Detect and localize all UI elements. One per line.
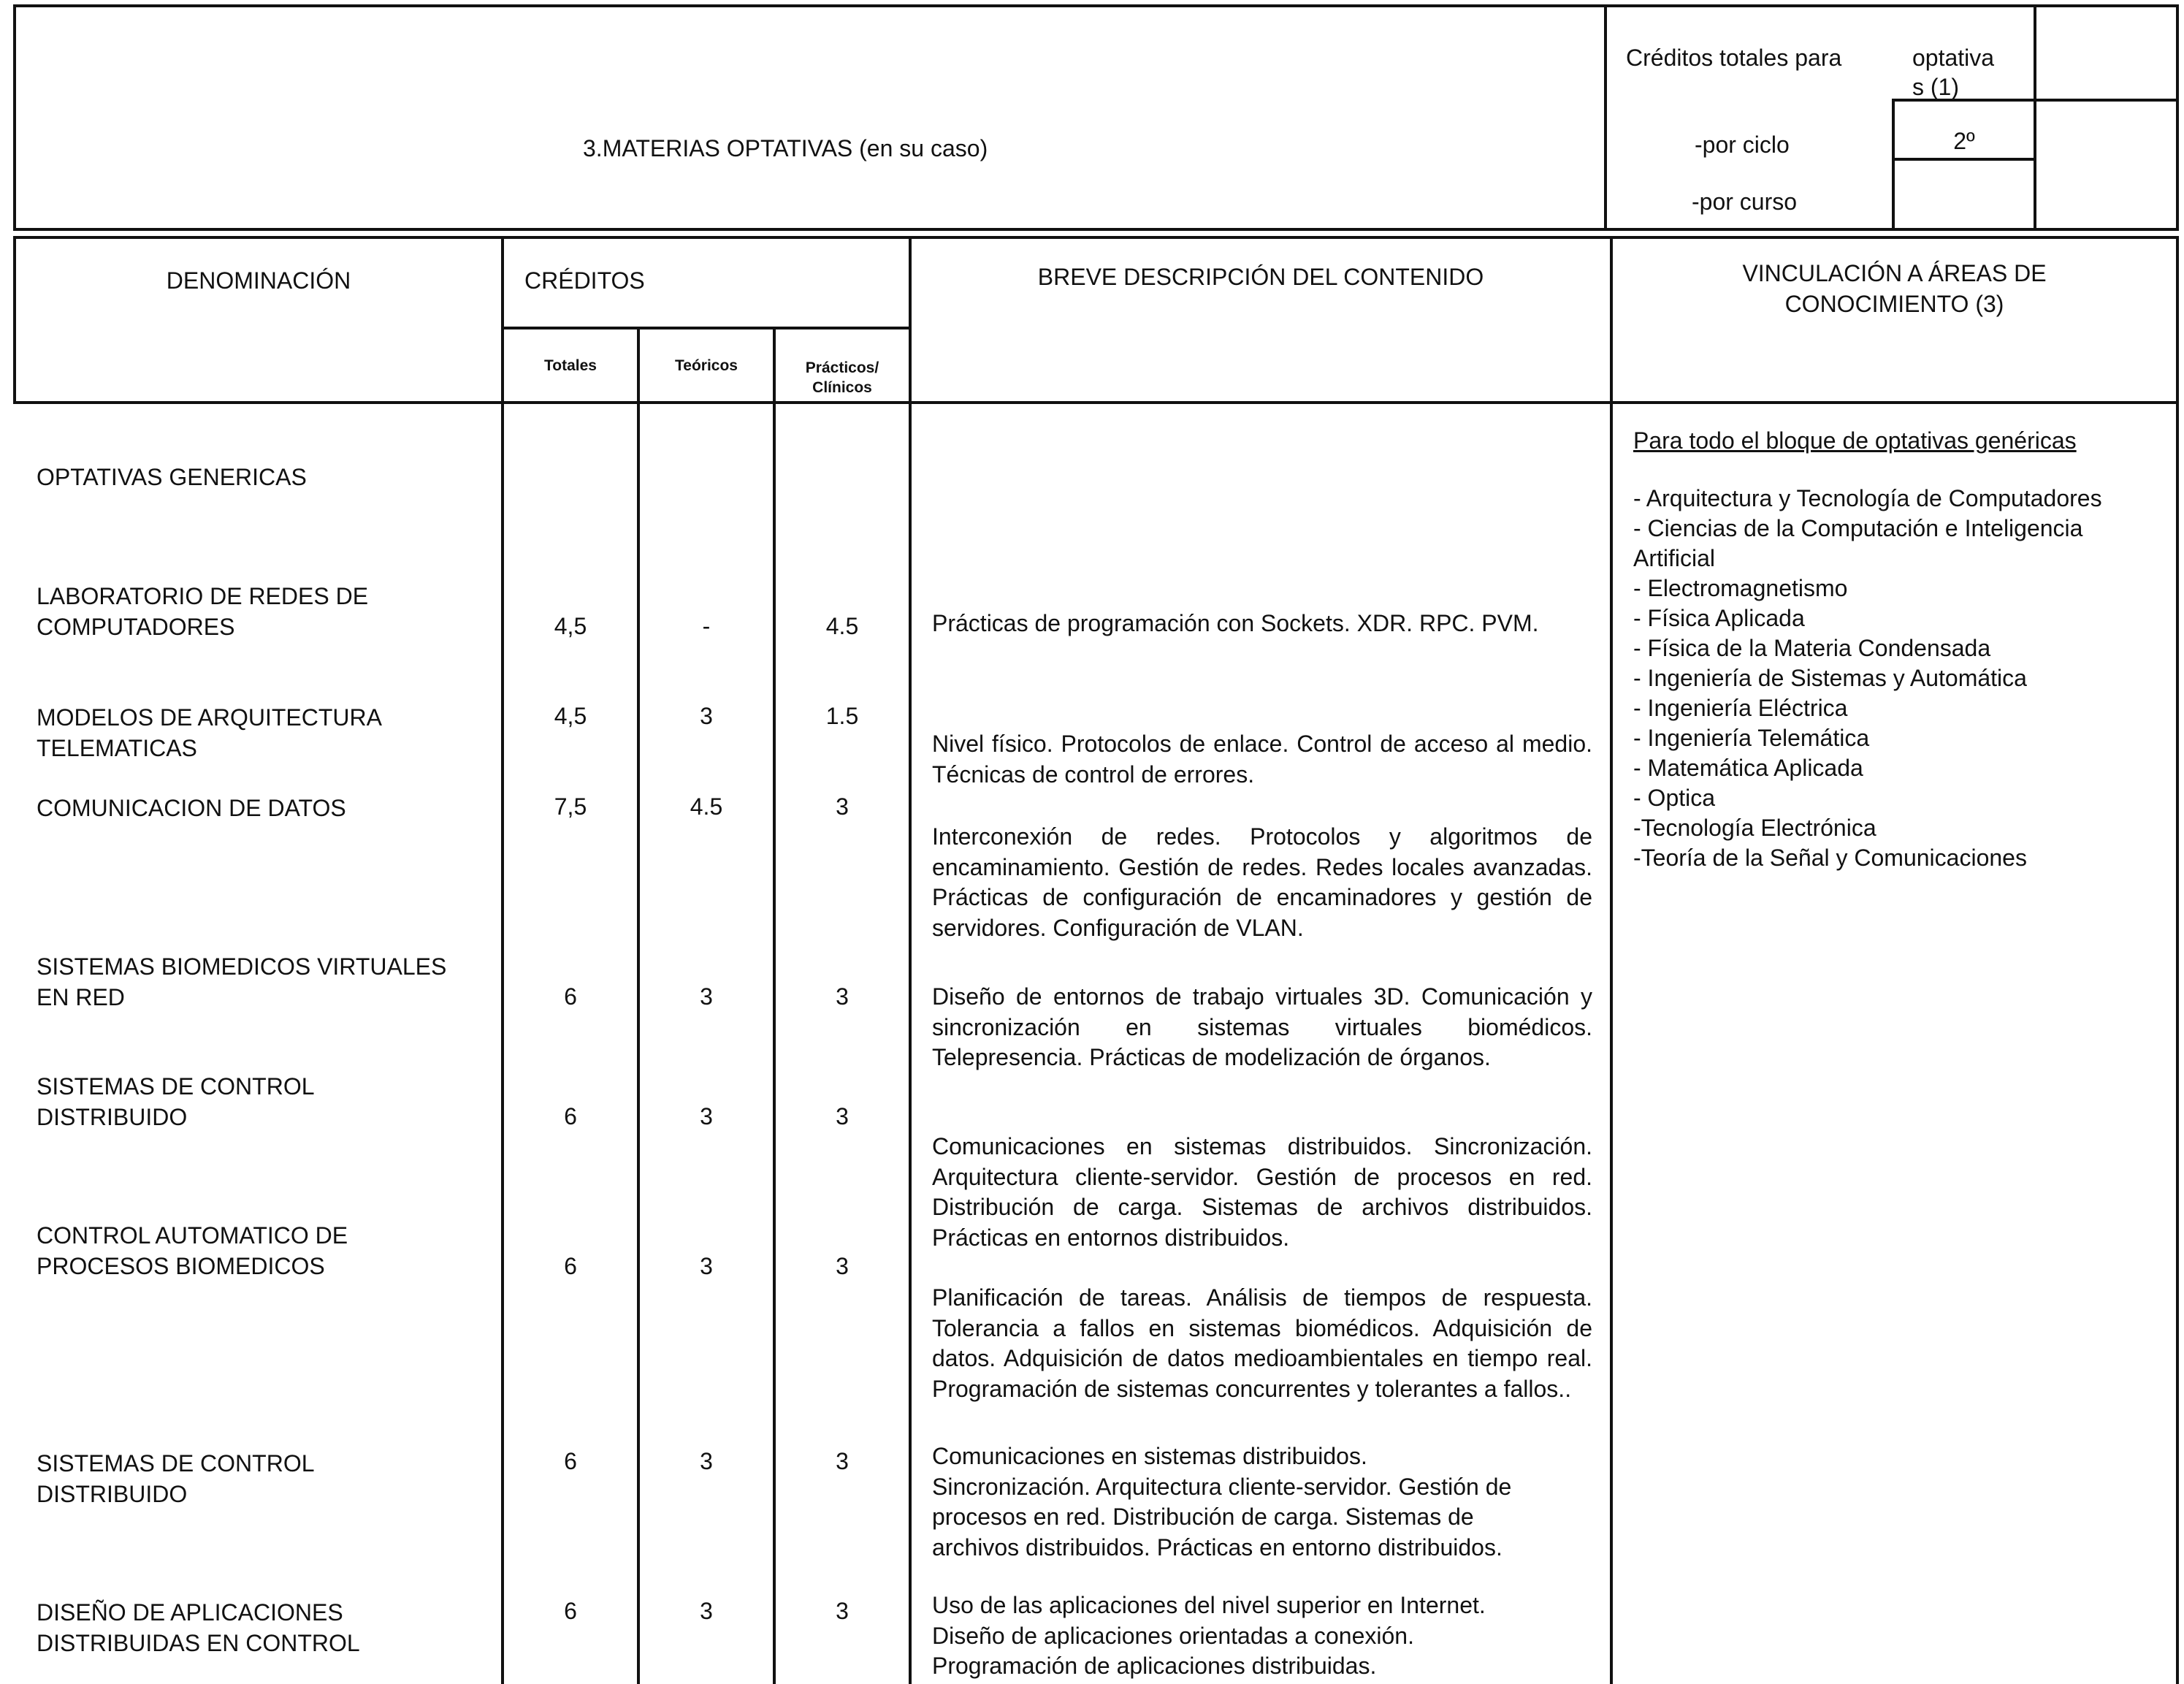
credit-teoricos: 3 <box>700 1448 713 1474</box>
header-bottom-border <box>13 228 2179 231</box>
col-header-practicos-1: Prácticos/ <box>805 359 879 376</box>
group-title: OPTATIVAS GENERICAS <box>37 464 307 490</box>
col-line-vinculacion <box>1610 236 1613 1684</box>
credit-totales: 4,5 <box>554 703 587 729</box>
subject-name: MODELOS DE ARQUITECTURA <box>37 704 382 731</box>
col-header-denominacion: DENOMINACIÓN <box>166 267 351 294</box>
credit-teoricos: - <box>702 613 711 639</box>
description-text: Interconexión de redes. Protocolos y algoritmos de encaminamiento. Gestión de redes. Redes locales avanzadas. Prácticas de configuración de encaminadores y gestión de servidores. Configuración de VLAN. <box>932 823 1592 941</box>
subject-name: COMUNICACION DE DATOS <box>37 795 346 821</box>
subject-name: DISEÑO DE APLICACIONES <box>37 1599 343 1626</box>
header-top-border <box>13 4 2179 7</box>
credit-practicos: 4.5 <box>825 613 859 639</box>
area-item: - Optica <box>1633 785 1716 811</box>
description-text: Prácticas de programación con Sockets. XDR. RPC. PVM. <box>932 610 1539 636</box>
description-text: Comunicaciones en sistemas distribuidos. Sincronización. Arquitectura cliente-servidor. Gestión de procesos en red. Distribución de carga. Sistemas de archivos distribuidos. Prácticas en entornos distribuidos. <box>932 1133 1592 1251</box>
credit-totales: 6 <box>564 1598 577 1624</box>
areas-heading: Para todo el bloque de optativas genéricas <box>1633 427 2077 454</box>
optativas-label-2: s (1) <box>1912 74 1959 100</box>
header-divider <box>1604 4 1607 231</box>
subject-name: COMPUTADORES <box>37 614 235 640</box>
area-item: - Física de la Materia Condensada <box>1633 635 1991 661</box>
header-inner-divider-a <box>2034 4 2036 231</box>
areas-list <box>1633 484 2102 873</box>
credit-practicos: 3 <box>836 983 849 1010</box>
area-item: - Ingeniería Telemática <box>1633 725 1870 751</box>
credit-teoricos: 3 <box>700 703 713 729</box>
header-left-border <box>13 4 16 231</box>
col-line-descripcion <box>909 236 912 1684</box>
area-item: - Electromagnetismo <box>1633 575 1848 601</box>
subject-name: DISTRIBUIDO <box>37 1104 188 1130</box>
credit-totales: 6 <box>564 1103 577 1129</box>
subject-name: DISTRIBUIDAS EN CONTROL <box>37 1630 360 1656</box>
area-item: Artificial <box>1633 545 1716 571</box>
credit-teoricos: 3 <box>700 1103 713 1129</box>
subject-name: CONTROL AUTOMATICO DE <box>37 1222 348 1249</box>
credit-teoricos: 3 <box>700 983 713 1010</box>
area-item: - Ingeniería Eléctrica <box>1633 695 1848 721</box>
creditos-subheader-line <box>503 327 910 329</box>
col-header-vinculacion-2: CONOCIMIENTO (3) <box>1784 291 2004 317</box>
subject-name: SISTEMAS DE CONTROL <box>37 1450 315 1477</box>
section-title: 3.MATERIAS OPTATIVAS (en su caso) <box>583 135 988 161</box>
table-right-border <box>2176 236 2179 1684</box>
table-header-bottom <box>13 401 2179 404</box>
creditos-totales-label: Créditos totales para <box>1626 45 1842 71</box>
credit-totales: 4,5 <box>554 613 587 639</box>
subject-name: SISTEMAS DE CONTROL <box>37 1073 315 1100</box>
description-text: Comunicaciones en sistemas distribuidos. Sincronización. Arquitectura cliente-servidor. Gestión de procesos en red. Distribución de carga. Sistemas de archivos distribuidos. Prácticas en entorno distribuidos. <box>932 1443 1512 1561</box>
credit-teoricos: 3 <box>700 1598 713 1624</box>
subject-name: DISTRIBUIDO <box>37 1481 188 1507</box>
col-header-descripcion: BREVE DESCRIPCIÓN DEL CONTENIDO <box>1037 264 1484 290</box>
por-ciclo-label: -por ciclo <box>1695 132 1790 158</box>
area-item: -Tecnología Electrónica <box>1633 815 1876 841</box>
col-header-teoricos: Teóricos <box>675 357 738 374</box>
table-top-border <box>13 236 2179 239</box>
credit-practicos: 3 <box>836 1448 849 1474</box>
credit-practicos: 3 <box>836 1103 849 1129</box>
por-ciclo-value: 2º <box>1953 128 1975 154</box>
area-item: -Teoría de la Señal y Comunicaciones <box>1633 845 2027 871</box>
por-curso-label: -por curso <box>1692 188 1798 215</box>
area-item: - Física Aplicada <box>1633 605 1805 631</box>
credit-practicos: 1.5 <box>825 703 859 729</box>
credit-totales: 6 <box>564 1253 577 1279</box>
description-text: Diseño de entornos de trabajo virtuales 3D. Comunicación y sincronización en sistemas virtuales biomédicos. Telepresencia. Prácticas de modelización de órganos. <box>932 983 1592 1070</box>
col-header-vinculacion-1: VINCULACIÓN A ÁREAS DE <box>1742 260 2047 286</box>
table-left-border <box>13 236 16 404</box>
subject-name: LABORATORIO DE REDES DE <box>37 583 369 609</box>
subject-name: TELEMATICAS <box>37 735 197 761</box>
credit-practicos: 3 <box>836 793 849 820</box>
credit-practicos: 3 <box>836 1253 849 1279</box>
subject-name: SISTEMAS BIOMEDICOS VIRTUALES <box>37 953 447 980</box>
credit-practicos: 3 <box>836 1598 849 1624</box>
description-text: Planificación de tareas. Análisis de tiempos de respuesta. Tolerancia a fallos en sistemas biomédicos. Adquisición de datos. Adquisición de datos medioambientales en tiempo real. Programación de sistemas concurrentes y tolerantes a fallos.. <box>932 1284 1592 1402</box>
subject-name: PROCESOS BIOMEDICOS <box>37 1253 325 1279</box>
credit-totales: 6 <box>564 1448 577 1474</box>
area-item: - Arquitectura y Tecnología de Computadores <box>1633 485 2102 511</box>
header-right-border <box>2176 4 2179 231</box>
header-inner-divider-b <box>1892 99 1895 230</box>
description-text: Nivel físico. Protocolos de enlace. Control de acceso al medio. Técnicas de control de errores. <box>932 731 1592 788</box>
col-header-practicos-2: Clínicos <box>812 379 872 396</box>
credit-teoricos: 3 <box>700 1253 713 1279</box>
col-header-creditos: CRÉDITOS <box>524 267 645 294</box>
header-row-line-2 <box>1892 158 2036 161</box>
area-item: - Ciencias de la Computación e Inteligencia <box>1633 515 2083 541</box>
col-header-totales: Totales <box>544 357 597 374</box>
credit-totales: 6 <box>564 983 577 1010</box>
area-item: - Matemática Aplicada <box>1633 755 1863 781</box>
credit-teoricos: 4.5 <box>690 793 723 820</box>
area-item: - Ingeniería de Sistemas y Automática <box>1633 665 2027 691</box>
credit-totales: 7,5 <box>554 793 587 820</box>
subject-name: EN RED <box>37 984 125 1010</box>
description-text: Uso de las aplicaciones del nivel superior en Internet. Diseño de aplicaciones orientadas a conexión. Programación de aplicaciones distribuidas. <box>932 1592 1486 1679</box>
optativas-label-1: optativa <box>1912 45 1995 71</box>
